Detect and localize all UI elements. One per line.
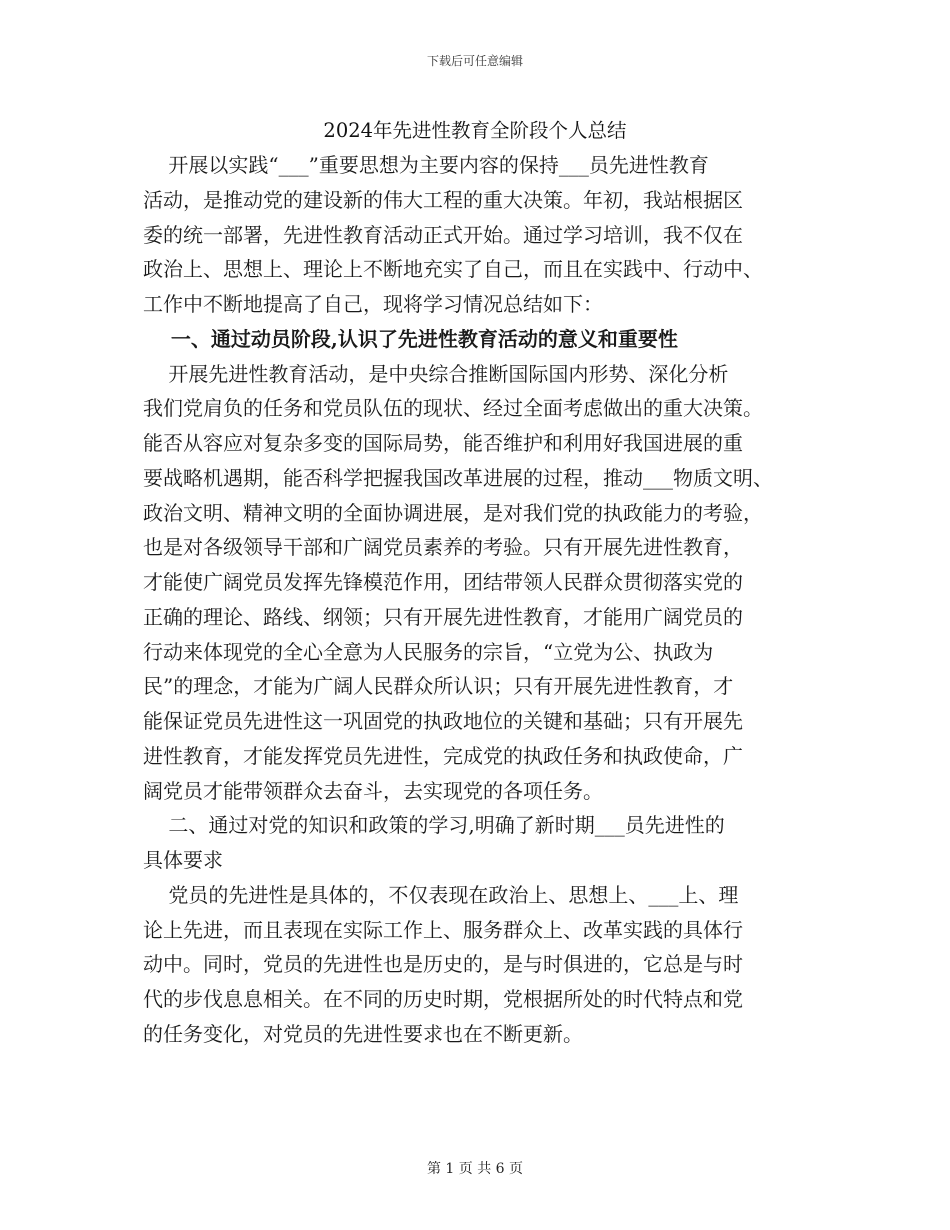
paragraph-line: 动中。同时，党员的先进性也是历史的，是与时俱进的，它总是与时	[143, 952, 743, 977]
paragraph-line: 能保证党员先进性这一巩固党的执政地位的关键和基础；只有开展先	[143, 709, 743, 733]
paragraph-line: 也是对各级领导干部和广阔党员素养的考验。只有开展先进性教育，	[143, 535, 743, 560]
page-footer: 第 1 页 共 6 页	[426, 1161, 524, 1177]
paragraph-line: 才能使广阔党员发挥先锋模范作用，团结带领人民群众贯彻落实党的	[143, 570, 743, 594]
paragraph-line: 的任务变化，对党员的先进性要求也在不断更新。	[143, 1021, 583, 1046]
paragraph-line: 具体要求	[143, 848, 223, 872]
paragraph-line: 民”的理念，才能为广阔人民群众所认识；只有开展先进性教育，才	[143, 674, 734, 699]
paragraph-line: 政治上、思想上、理论上不断地充实了自己，而且在实践中、行动中、	[143, 257, 763, 282]
section-heading-line: 一、通过动员阶段,认识了先进性教育活动的意义和重要性	[143, 326, 678, 351]
page-header: 下载后可任意编辑	[426, 54, 523, 68]
paragraph-line: 二、通过对党的知识和政策的学习,明确了新时期___员先进性的	[143, 813, 725, 838]
paragraph-line: 工作中不断地提高了自己，现将学习情况总结如下：	[143, 292, 603, 316]
paragraph-line: 论上先进，而且表现在实际工作上、服务群众上、改革实践的具体行	[143, 917, 743, 942]
paragraph-line: 代的步伐息息相关。在不同的历史时期，党根据所处的时代特点和党	[143, 987, 743, 1011]
document-title: 2024年先进性教育全阶段个人总结	[323, 119, 627, 142]
paragraph-line: 我们党肩负的任务和党员队伍的现状、经过全面考虑做出的重大决策。	[143, 396, 763, 421]
paragraph-line: 政治文明、精神文明的全面协调进展，是对我们党的执政能力的考验，	[143, 500, 763, 525]
paragraph-line: 能否从容应对复杂多变的国际局势，能否维护和利用好我国进展的重	[143, 431, 743, 455]
paragraph-line: 阔党员才能带领群众去奋斗，去实现党的各项任务。	[143, 778, 603, 803]
paragraph-line: 活动，是推动党的建设新的伟大工程的重大决策。年初，我站根据区	[143, 187, 743, 212]
paragraph-line: 正确的理论、路线、纲领；只有开展先进性教育，才能用广阔党员的	[143, 604, 743, 629]
paragraph-line: 要战略机遇期，能否科学把握我国改革进展的过程，推动___物质文明、	[143, 465, 773, 490]
paragraph-line: 委的统一部署，先进性教育活动正式开始。通过学习培训，我不仅在	[143, 222, 743, 247]
paragraph-line: 开展先进性教育活动，是中央综合推断国际国内形势、深化分析	[143, 361, 729, 386]
document-body	[143, 148, 823, 1052]
paragraph-line: 党员的先进性是具体的，不仅表现在政治上、思想上、___上、理	[143, 882, 739, 907]
paragraph-line: 行动来体现党的全心全意为人民服务的宗旨，“立党为公、执政为	[143, 639, 714, 664]
paragraph-line: 开展以实践“___”重要思想为主要内容的保持___员先进性教育	[143, 153, 709, 177]
paragraph-line: 进性教育，才能发挥党员先进性，完成党的执政任务和执政使命，广	[143, 743, 743, 768]
